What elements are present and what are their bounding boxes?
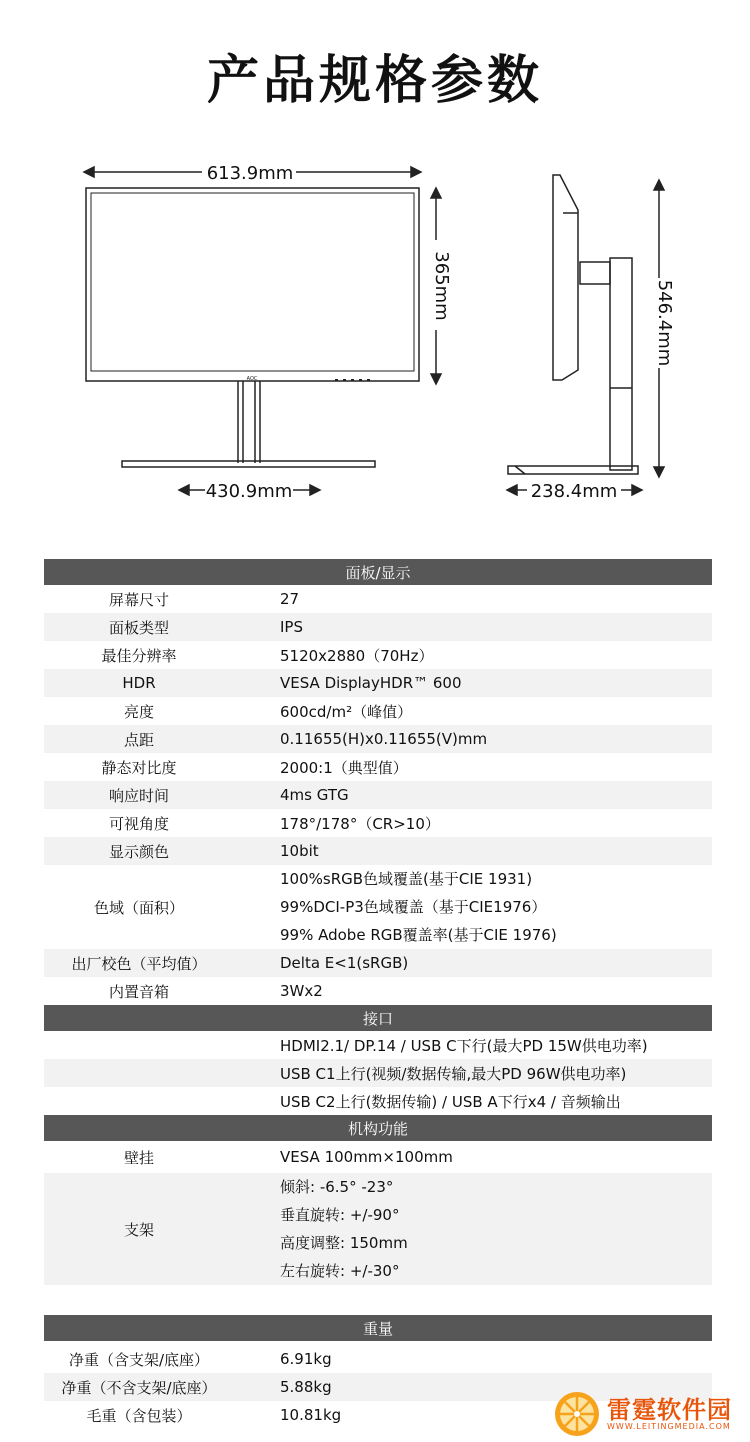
stand-width-label: 430.9mm: [205, 481, 293, 502]
front-view: [86, 188, 419, 467]
panel-section: [44, 559, 712, 1285]
spec-row: [44, 1059, 712, 1087]
watermark-name: 雷霆软件园: [607, 1396, 732, 1424]
spec-value: USB C2上行(数据传输) / USB A下行x4 / 音频输出: [280, 1092, 621, 1111]
spec-key: 支架: [123, 1220, 154, 1239]
weight-header: 重量: [44, 1315, 712, 1341]
panel-header: 面板/显示: [44, 559, 712, 585]
side-height-label: 546.4mm: [654, 279, 675, 367]
spec-value: 27: [280, 590, 300, 608]
spec-key: 亮度: [123, 702, 154, 721]
spec-key: HDR: [122, 674, 156, 692]
spec-value: 垂直旋转: +/-90°: [280, 1206, 400, 1224]
spec-value: Delta E<1(sRGB): [280, 954, 409, 972]
gamut-block: [44, 865, 712, 949]
spec-value: 178°/178°（CR>10）: [280, 814, 440, 833]
spec-key: 毛重（含包装）: [86, 1406, 192, 1425]
width-label: 613.9mm: [206, 163, 294, 184]
spec-value: 10.81kg: [280, 1406, 342, 1424]
side-view: [508, 175, 638, 474]
spec-key: 壁挂: [123, 1148, 154, 1167]
page-title: 产品规格参数: [206, 51, 543, 111]
spec-row: [44, 1087, 712, 1115]
spec-key: 可视角度: [108, 814, 169, 833]
spec-value: IPS: [280, 618, 303, 636]
spec-key: 屏幕尺寸: [108, 590, 169, 609]
spec-value: 600cd/m²（峰值）: [280, 702, 413, 721]
spec-value: HDMI2.1/ DP.14 / USB C下行(最大PD 15W供电功率): [280, 1036, 648, 1055]
spec-key: 净重（不含支架/底座）: [61, 1378, 217, 1397]
ports-header: 接口: [44, 1005, 712, 1031]
orange-slice-icon: [553, 1390, 601, 1438]
spec-key: 内置音箱: [108, 982, 169, 1001]
spec-value: 10bit: [280, 842, 319, 860]
spec-row: [44, 585, 712, 613]
spec-row: [44, 1031, 712, 1059]
monitor-logo: AOC: [246, 376, 258, 382]
spec-key: 色域（面积）: [93, 898, 184, 917]
spec-row: [44, 949, 712, 977]
spec-value: 99% Adobe RGB覆盖率(基于CIE 1976): [280, 926, 557, 944]
spec-key: 点距: [123, 730, 154, 749]
spec-value: 99%DCI-P3色域覆盖（基于CIE1976）: [280, 898, 547, 916]
height-label: 365mm: [431, 251, 452, 321]
spec-row: [44, 781, 712, 809]
spec-value: 4ms GTG: [280, 786, 349, 804]
spec-value: 5120x2880（70Hz）: [280, 646, 434, 665]
watermark-url: WWW.LEITINGMEDIA.COM: [607, 1422, 731, 1431]
spec-key: 静态对比度: [101, 758, 177, 777]
spec-value: 2000:1（典型值）: [280, 758, 408, 777]
spec-row: [44, 613, 712, 641]
spec-row: [44, 837, 712, 865]
spec-key: 最佳分辨率: [101, 646, 177, 665]
spec-value: 倾斜: -6.5° -23°: [280, 1178, 394, 1196]
spec-value: 3Wx2: [280, 982, 323, 1000]
spec-value: 0.11655(H)x0.11655(V)mm: [280, 730, 488, 748]
side-depth-label: 238.4mm: [530, 481, 618, 502]
spec-key: 面板类型: [108, 618, 169, 637]
spec-row: [44, 669, 712, 697]
mech-header: 机构功能: [44, 1115, 712, 1141]
watermark: [553, 1390, 748, 1438]
spec-row: [44, 977, 712, 1005]
spec-row: [44, 753, 712, 781]
spec-value: 左右旋转: +/-30°: [280, 1262, 400, 1280]
spec-row: [44, 809, 712, 837]
spec-row: [44, 1141, 712, 1173]
spec-value: VESA 100mm×100mm: [280, 1148, 453, 1166]
spec-value: 100%sRGB色域覆盖(基于CIE 1931): [280, 870, 533, 888]
spec-value: VESA DisplayHDR™ 600: [280, 674, 462, 692]
spec-value: 高度调整: 150mm: [280, 1234, 408, 1252]
spec-key: 响应时间: [108, 786, 169, 805]
spec-row: [44, 641, 712, 669]
spec-row: [44, 697, 712, 725]
spec-value: USB C1上行(视频/数据传输,最大PD 96W供电功率): [280, 1064, 627, 1083]
spec-row: [44, 725, 712, 753]
spec-key: 净重（含支架/底座）: [68, 1350, 210, 1369]
spec-key: 显示颜色: [108, 842, 169, 861]
spec-value: 6.91kg: [280, 1350, 332, 1368]
dimension-diagram: [0, 150, 750, 510]
spec-value: 5.88kg: [280, 1378, 332, 1396]
spec-row: [44, 1345, 712, 1373]
stand-block: [44, 1173, 712, 1285]
spec-key: 出厂校色（平均值）: [71, 954, 207, 973]
